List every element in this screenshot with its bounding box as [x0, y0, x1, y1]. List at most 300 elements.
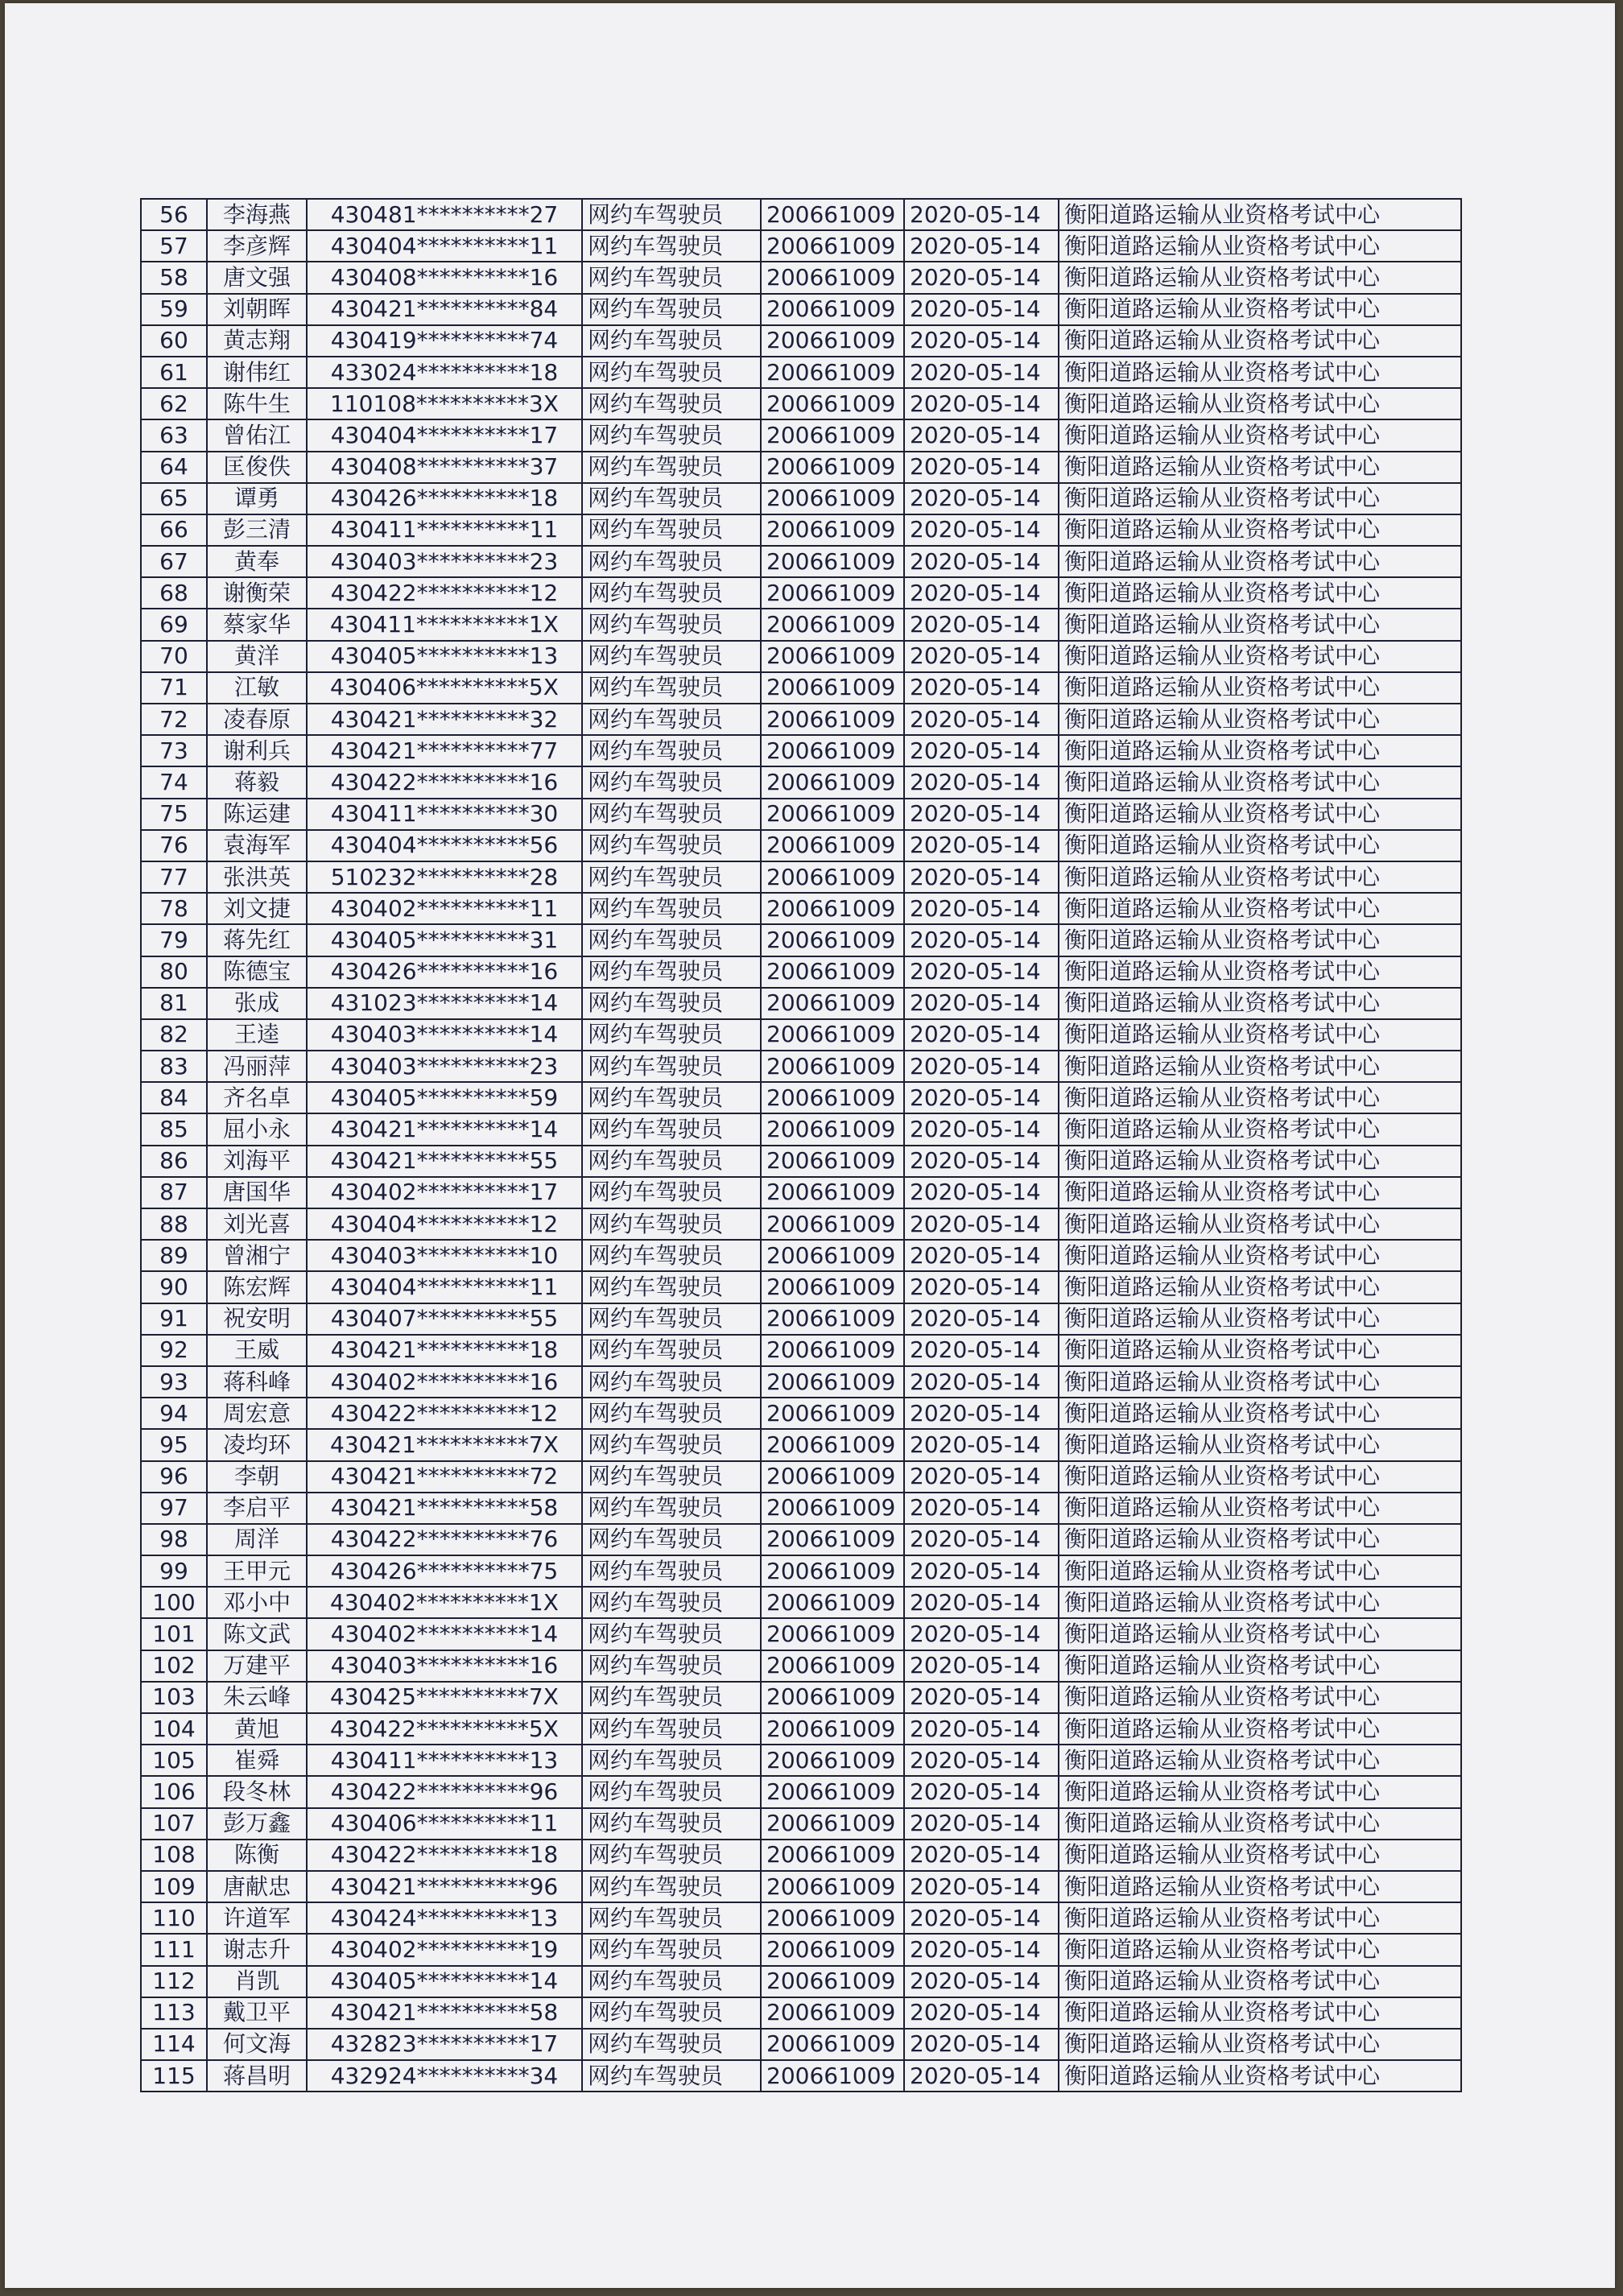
- issuing-organization-cell: 衡阳道路运输从业资格考试中心: [1059, 1650, 1461, 1682]
- row-number-cell: 67: [141, 546, 207, 577]
- id-number-cell: 430421**********77: [307, 735, 582, 766]
- table-row: [141, 294, 1461, 325]
- issuing-organization-cell: 衡阳道路运输从业资格考试中心: [1059, 2029, 1461, 2060]
- id-number-cell: 432823**********17: [307, 2029, 582, 2060]
- table-row: [141, 1271, 1461, 1303]
- table-row: [141, 1776, 1461, 1807]
- certificate-code-cell: 200661009: [761, 1493, 904, 1524]
- job-type-cell: 网约车驾驶员: [582, 483, 761, 514]
- issuing-organization-cell: 衡阳道路运输从业资格考试中心: [1059, 1808, 1461, 1840]
- row-number-cell: 113: [141, 1997, 207, 2029]
- certificate-code-cell: 200661009: [761, 514, 904, 546]
- row-number-cell: 89: [141, 1240, 207, 1271]
- certificate-code-cell: 200661009: [761, 1902, 904, 1934]
- table-row: [141, 704, 1461, 735]
- issuing-organization-cell: 衡阳道路运输从业资格考试中心: [1059, 294, 1461, 325]
- issue-date-cell: 2020-05-14: [904, 1840, 1059, 1871]
- certificate-code-cell: 200661009: [761, 799, 904, 830]
- row-number-cell: 83: [141, 1051, 207, 1082]
- job-type-cell: 网约车驾驶员: [582, 1208, 761, 1240]
- job-type-cell: 网约车驾驶员: [582, 388, 761, 419]
- issuing-organization-cell: 衡阳道路运输从业资格考试中心: [1059, 2060, 1461, 2092]
- row-number-cell: 78: [141, 893, 207, 924]
- table-row: [141, 1240, 1461, 1271]
- issue-date-cell: 2020-05-14: [904, 546, 1059, 577]
- issue-date-cell: 2020-05-14: [904, 641, 1059, 672]
- table-row: [141, 357, 1461, 388]
- job-type-cell: 网约车驾驶员: [582, 577, 761, 609]
- job-type-cell: 网约车驾驶员: [582, 325, 761, 357]
- job-type-cell: 网约车驾驶员: [582, 1271, 761, 1303]
- issuing-organization-cell: 衡阳道路运输从业资格考试中心: [1059, 1177, 1461, 1208]
- person-name-cell: 黄洋: [207, 641, 307, 672]
- issuing-organization-cell: 衡阳道路运输从业资格考试中心: [1059, 1997, 1461, 2029]
- table-row: [141, 1524, 1461, 1555]
- table-row: [141, 1493, 1461, 1524]
- id-number-cell: 430422**********5X: [307, 1713, 582, 1745]
- certificate-code-cell: 200661009: [761, 1808, 904, 1840]
- issuing-organization-cell: 衡阳道路运输从业资格考试中心: [1059, 262, 1461, 293]
- issue-date-cell: 2020-05-14: [904, 388, 1059, 419]
- certificate-code-cell: 200661009: [761, 1335, 904, 1366]
- job-type-cell: 网约车驾驶员: [582, 830, 761, 861]
- person-name-cell: 戴卫平: [207, 1997, 307, 2029]
- job-type-cell: 网约车驾驶员: [582, 1997, 761, 2029]
- issue-date-cell: 2020-05-14: [904, 956, 1059, 988]
- issuing-organization-cell: 衡阳道路运输从业资格考试中心: [1059, 1051, 1461, 1082]
- row-number-cell: 69: [141, 609, 207, 640]
- issue-date-cell: 2020-05-14: [904, 1902, 1059, 1934]
- issuing-organization-cell: 衡阳道路运输从业资格考试中心: [1059, 514, 1461, 546]
- issue-date-cell: 2020-05-14: [904, 1682, 1059, 1713]
- id-number-cell: 430404**********56: [307, 830, 582, 861]
- issuing-organization-cell: 衡阳道路运输从业资格考试中心: [1059, 1587, 1461, 1618]
- job-type-cell: 网约车驾驶员: [582, 199, 761, 230]
- issuing-organization-cell: 衡阳道路运输从业资格考试中心: [1059, 419, 1461, 451]
- table-row: [141, 1713, 1461, 1745]
- table-row: [141, 514, 1461, 546]
- id-number-cell: 430422**********12: [307, 577, 582, 609]
- row-number-cell: 62: [141, 388, 207, 419]
- row-number-cell: 97: [141, 1493, 207, 1524]
- issue-date-cell: 2020-05-14: [904, 1524, 1059, 1555]
- issuing-organization-cell: 衡阳道路运输从业资格考试中心: [1059, 1335, 1461, 1366]
- issue-date-cell: 2020-05-14: [904, 1177, 1059, 1208]
- issue-date-cell: 2020-05-14: [904, 1461, 1059, 1493]
- job-type-cell: 网约车驾驶员: [582, 1177, 761, 1208]
- certificate-code-cell: 200661009: [761, 1240, 904, 1271]
- issuing-organization-cell: 衡阳道路运输从业资格考试中心: [1059, 830, 1461, 861]
- issuing-organization-cell: 衡阳道路运输从业资格考试中心: [1059, 483, 1461, 514]
- issue-date-cell: 2020-05-14: [904, 1113, 1059, 1145]
- certificate-code-cell: 200661009: [761, 1997, 904, 2029]
- person-name-cell: 陈文武: [207, 1618, 307, 1650]
- certificate-code-cell: 200661009: [761, 1713, 904, 1745]
- table-row: [141, 1587, 1461, 1618]
- id-number-cell: 430407**********55: [307, 1303, 582, 1335]
- person-name-cell: 袁海军: [207, 830, 307, 861]
- id-number-cell: 430421**********96: [307, 1871, 582, 1902]
- certificate-code-cell: 200661009: [761, 1934, 904, 1965]
- person-name-cell: 蒋科峰: [207, 1366, 307, 1398]
- person-name-cell: 陈牛生: [207, 388, 307, 419]
- row-number-cell: 94: [141, 1398, 207, 1429]
- person-name-cell: 谭勇: [207, 483, 307, 514]
- job-type-cell: 网约车驾驶员: [582, 861, 761, 893]
- table-row: [141, 230, 1461, 262]
- issuing-organization-cell: 衡阳道路运输从业资格考试中心: [1059, 1303, 1461, 1335]
- table-row: [141, 924, 1461, 956]
- row-number-cell: 81: [141, 988, 207, 1019]
- table-row: [141, 325, 1461, 357]
- job-type-cell: 网约车驾驶员: [582, 609, 761, 640]
- issuing-organization-cell: 衡阳道路运输从业资格考试中心: [1059, 325, 1461, 357]
- row-number-cell: 82: [141, 1019, 207, 1051]
- row-number-cell: 60: [141, 325, 207, 357]
- id-number-cell: 432924**********34: [307, 2060, 582, 2092]
- id-number-cell: 431023**********14: [307, 988, 582, 1019]
- table-row: [141, 1902, 1461, 1934]
- id-number-cell: 433024**********18: [307, 357, 582, 388]
- issuing-organization-cell: 衡阳道路运输从业资格考试中心: [1059, 1524, 1461, 1555]
- issue-date-cell: 2020-05-14: [904, 1713, 1059, 1745]
- person-name-cell: 李彦辉: [207, 230, 307, 262]
- job-type-cell: 网约车驾驶员: [582, 419, 761, 451]
- person-name-cell: 何文海: [207, 2029, 307, 2060]
- person-name-cell: 陈衡: [207, 1840, 307, 1871]
- job-type-cell: 网约车驾驶员: [582, 357, 761, 388]
- issuing-organization-cell: 衡阳道路运输从业资格考试中心: [1059, 1555, 1461, 1587]
- row-number-cell: 76: [141, 830, 207, 861]
- issuing-organization-cell: 衡阳道路运输从业资格考试中心: [1059, 1208, 1461, 1240]
- table-row: [141, 388, 1461, 419]
- certificate-code-cell: 200661009: [761, 419, 904, 451]
- issuing-organization-cell: 衡阳道路运输从业资格考试中心: [1059, 1713, 1461, 1745]
- id-number-cell: 430402**********1X: [307, 1587, 582, 1618]
- certificate-code-cell: 200661009: [761, 1776, 904, 1807]
- row-number-cell: 84: [141, 1082, 207, 1113]
- table-row: [141, 546, 1461, 577]
- id-number-cell: 510232**********28: [307, 861, 582, 893]
- person-name-cell: 谢伟红: [207, 357, 307, 388]
- certificate-code-cell: 200661009: [761, 1871, 904, 1902]
- row-number-cell: 105: [141, 1745, 207, 1776]
- issue-date-cell: 2020-05-14: [904, 704, 1059, 735]
- issue-date-cell: 2020-05-14: [904, 1934, 1059, 1965]
- issuing-organization-cell: 衡阳道路运输从业资格考试中心: [1059, 1113, 1461, 1145]
- certificate-code-cell: 200661009: [761, 956, 904, 988]
- id-number-cell: 430404**********17: [307, 419, 582, 451]
- row-number-cell: 63: [141, 419, 207, 451]
- row-number-cell: 88: [141, 1208, 207, 1240]
- id-number-cell: 430402**********11: [307, 893, 582, 924]
- job-type-cell: 网约车驾驶员: [582, 1146, 761, 1177]
- certificate-code-cell: 200661009: [761, 1177, 904, 1208]
- job-type-cell: 网约车驾驶员: [582, 1745, 761, 1776]
- row-number-cell: 99: [141, 1555, 207, 1587]
- job-type-cell: 网约车驾驶员: [582, 1493, 761, 1524]
- table-body: [141, 199, 1461, 2092]
- certificate-code-cell: 200661009: [761, 1082, 904, 1113]
- issuing-organization-cell: 衡阳道路运输从业资格考试中心: [1059, 230, 1461, 262]
- table-row: [141, 1429, 1461, 1460]
- issue-date-cell: 2020-05-14: [904, 1271, 1059, 1303]
- certificate-code-cell: 200661009: [761, 641, 904, 672]
- issue-date-cell: 2020-05-14: [904, 1208, 1059, 1240]
- job-type-cell: 网约车驾驶员: [582, 1051, 761, 1082]
- issuing-organization-cell: 衡阳道路运输从业资格考试中心: [1059, 1493, 1461, 1524]
- certificate-code-cell: 200661009: [761, 262, 904, 293]
- issuing-organization-cell: 衡阳道路运输从业资格考试中心: [1059, 861, 1461, 893]
- certificate-code-cell: 200661009: [761, 2060, 904, 2092]
- issuing-organization-cell: 衡阳道路运输从业资格考试中心: [1059, 388, 1461, 419]
- job-type-cell: 网约车驾驶员: [582, 672, 761, 704]
- issue-date-cell: 2020-05-14: [904, 1745, 1059, 1776]
- person-name-cell: 周宏意: [207, 1398, 307, 1429]
- job-type-cell: 网约车驾驶员: [582, 1808, 761, 1840]
- issue-date-cell: 2020-05-14: [904, 577, 1059, 609]
- id-number-cell: 430426**********75: [307, 1555, 582, 1587]
- person-name-cell: 陈运建: [207, 799, 307, 830]
- issuing-organization-cell: 衡阳道路运输从业资格考试中心: [1059, 1398, 1461, 1429]
- certificate-code-cell: 200661009: [761, 294, 904, 325]
- certificate-code-cell: 200661009: [761, 325, 904, 357]
- issue-date-cell: 2020-05-14: [904, 1335, 1059, 1366]
- issuing-organization-cell: 衡阳道路运输从业资格考试中心: [1059, 641, 1461, 672]
- row-number-cell: 57: [141, 230, 207, 262]
- job-type-cell: 网约车驾驶员: [582, 766, 761, 798]
- id-number-cell: 430421**********72: [307, 1461, 582, 1493]
- certificate-code-cell: 200661009: [761, 609, 904, 640]
- issuing-organization-cell: 衡阳道路运输从业资格考试中心: [1059, 1618, 1461, 1650]
- job-type-cell: 网约车驾驶员: [582, 1019, 761, 1051]
- issue-date-cell: 2020-05-14: [904, 861, 1059, 893]
- job-type-cell: 网约车驾驶员: [582, 1524, 761, 1555]
- id-number-cell: 430405**********14: [307, 1966, 582, 1997]
- issue-date-cell: 2020-05-14: [904, 609, 1059, 640]
- person-name-cell: 肖凯: [207, 1966, 307, 1997]
- job-type-cell: 网约车驾驶员: [582, 1840, 761, 1871]
- issuing-organization-cell: 衡阳道路运输从业资格考试中心: [1059, 1682, 1461, 1713]
- person-name-cell: 李朝: [207, 1461, 307, 1493]
- table-row: [141, 861, 1461, 893]
- person-name-cell: 唐国华: [207, 1177, 307, 1208]
- person-name-cell: 王逵: [207, 1019, 307, 1051]
- certificate-code-cell: 200661009: [761, 1146, 904, 1177]
- certificate-code-cell: 200661009: [761, 1461, 904, 1493]
- table-row: [141, 1146, 1461, 1177]
- person-name-cell: 王威: [207, 1335, 307, 1366]
- certificate-code-cell: 200661009: [761, 388, 904, 419]
- id-number-cell: 430408**********37: [307, 452, 582, 483]
- id-number-cell: 430406**********11: [307, 1808, 582, 1840]
- table-row: [141, 893, 1461, 924]
- person-name-cell: 彭万鑫: [207, 1808, 307, 1840]
- issue-date-cell: 2020-05-14: [904, 2060, 1059, 2092]
- person-name-cell: 蒋昌明: [207, 2060, 307, 2092]
- issue-date-cell: 2020-05-14: [904, 1051, 1059, 1082]
- certificate-code-cell: 200661009: [761, 1366, 904, 1398]
- id-number-cell: 430406**********5X: [307, 672, 582, 704]
- table-row: [141, 2060, 1461, 2092]
- id-number-cell: 430411**********30: [307, 799, 582, 830]
- issue-date-cell: 2020-05-14: [904, 988, 1059, 1019]
- job-type-cell: 网约车驾驶员: [582, 1429, 761, 1460]
- table-row: [141, 419, 1461, 451]
- row-number-cell: 74: [141, 766, 207, 798]
- person-name-cell: 刘文捷: [207, 893, 307, 924]
- job-type-cell: 网约车驾驶员: [582, 893, 761, 924]
- person-name-cell: 万建平: [207, 1650, 307, 1682]
- table-row: [141, 452, 1461, 483]
- certificate-code-cell: 200661009: [761, 830, 904, 861]
- person-name-cell: 江敏: [207, 672, 307, 704]
- job-type-cell: 网约车驾驶员: [582, 1113, 761, 1145]
- id-number-cell: 430405**********31: [307, 924, 582, 956]
- id-number-cell: 430404**********12: [307, 1208, 582, 1240]
- job-type-cell: 网约车驾驶员: [582, 924, 761, 956]
- job-type-cell: 网约车驾驶员: [582, 1934, 761, 1965]
- id-number-cell: 430404**********11: [307, 1271, 582, 1303]
- person-name-cell: 朱云峰: [207, 1682, 307, 1713]
- job-type-cell: 网约车驾驶员: [582, 1461, 761, 1493]
- id-number-cell: 430405**********59: [307, 1082, 582, 1113]
- table-row: [141, 1303, 1461, 1335]
- issuing-organization-cell: 衡阳道路运输从业资格考试中心: [1059, 357, 1461, 388]
- person-name-cell: 黄旭: [207, 1713, 307, 1745]
- certificate-code-cell: 200661009: [761, 893, 904, 924]
- certificate-code-cell: 200661009: [761, 577, 904, 609]
- certificate-code-cell: 200661009: [761, 766, 904, 798]
- row-number-cell: 98: [141, 1524, 207, 1555]
- issue-date-cell: 2020-05-14: [904, 357, 1059, 388]
- id-number-cell: 430419**********74: [307, 325, 582, 357]
- id-number-cell: 110108**********3X: [307, 388, 582, 419]
- job-type-cell: 网约车驾驶员: [582, 1082, 761, 1113]
- certificate-code-cell: 200661009: [761, 1303, 904, 1335]
- person-name-cell: 刘光喜: [207, 1208, 307, 1240]
- job-type-cell: 网约车驾驶员: [582, 735, 761, 766]
- issuing-organization-cell: 衡阳道路运输从业资格考试中心: [1059, 1366, 1461, 1398]
- issuing-organization-cell: 衡阳道路运输从业资格考试中心: [1059, 956, 1461, 988]
- id-number-cell: 430426**********18: [307, 483, 582, 514]
- issuing-organization-cell: 衡阳道路运输从业资格考试中心: [1059, 1902, 1461, 1934]
- job-type-cell: 网约车驾驶员: [582, 1713, 761, 1745]
- row-number-cell: 91: [141, 1303, 207, 1335]
- id-number-cell: 430403**********16: [307, 1650, 582, 1682]
- row-number-cell: 111: [141, 1934, 207, 1965]
- person-name-cell: 曾湘宁: [207, 1240, 307, 1271]
- job-type-cell: 网约车驾驶员: [582, 1587, 761, 1618]
- table-row: [141, 1019, 1461, 1051]
- issuing-organization-cell: 衡阳道路运输从业资格考试中心: [1059, 1840, 1461, 1871]
- table-row: [141, 1650, 1461, 1682]
- issue-date-cell: 2020-05-14: [904, 1240, 1059, 1271]
- issuing-organization-cell: 衡阳道路运输从业资格考试中心: [1059, 577, 1461, 609]
- job-type-cell: 网约车驾驶员: [582, 262, 761, 293]
- issue-date-cell: 2020-05-14: [904, 766, 1059, 798]
- certificate-code-cell: 200661009: [761, 357, 904, 388]
- person-name-cell: 彭三清: [207, 514, 307, 546]
- issuing-organization-cell: 衡阳道路运输从业资格考试中心: [1059, 1146, 1461, 1177]
- row-number-cell: 106: [141, 1776, 207, 1807]
- table-row: [141, 830, 1461, 861]
- issue-date-cell: 2020-05-14: [904, 1555, 1059, 1587]
- job-type-cell: 网约车驾驶员: [582, 988, 761, 1019]
- issuing-organization-cell: 衡阳道路运输从业资格考试中心: [1059, 1776, 1461, 1807]
- certificate-code-cell: 200661009: [761, 1113, 904, 1145]
- issuing-organization-cell: 衡阳道路运输从业资格考试中心: [1059, 704, 1461, 735]
- job-type-cell: 网约车驾驶员: [582, 1335, 761, 1366]
- issuing-organization-cell: 衡阳道路运输从业资格考试中心: [1059, 1271, 1461, 1303]
- row-number-cell: 93: [141, 1366, 207, 1398]
- id-number-cell: 430402**********14: [307, 1618, 582, 1650]
- person-name-cell: 陈宏辉: [207, 1271, 307, 1303]
- row-number-cell: 95: [141, 1429, 207, 1460]
- job-type-cell: 网约车驾驶员: [582, 1776, 761, 1807]
- row-number-cell: 112: [141, 1966, 207, 1997]
- table-row: [141, 1682, 1461, 1713]
- certificate-code-cell: 200661009: [761, 1019, 904, 1051]
- person-name-cell: 刘海平: [207, 1146, 307, 1177]
- table-row: [141, 1398, 1461, 1429]
- certificate-code-cell: 200661009: [761, 199, 904, 230]
- job-type-cell: 网约车驾驶员: [582, 1682, 761, 1713]
- certificate-code-cell: 200661009: [761, 452, 904, 483]
- job-type-cell: 网约车驾驶员: [582, 2060, 761, 2092]
- id-number-cell: 430402**********19: [307, 1934, 582, 1965]
- roster-table: [140, 198, 1462, 2092]
- certificate-code-cell: 200661009: [761, 735, 904, 766]
- row-number-cell: 71: [141, 672, 207, 704]
- row-number-cell: 114: [141, 2029, 207, 2060]
- job-type-cell: 网约车驾驶员: [582, 1303, 761, 1335]
- job-type-cell: 网约车驾驶员: [582, 1366, 761, 1398]
- table-row: [141, 1871, 1461, 1902]
- job-type-cell: 网约车驾驶员: [582, 1555, 761, 1587]
- issue-date-cell: 2020-05-14: [904, 2029, 1059, 2060]
- issue-date-cell: 2020-05-14: [904, 1146, 1059, 1177]
- row-number-cell: 56: [141, 199, 207, 230]
- issuing-organization-cell: 衡阳道路运输从业资格考试中心: [1059, 1461, 1461, 1493]
- person-name-cell: 冯丽萍: [207, 1051, 307, 1082]
- issue-date-cell: 2020-05-14: [904, 1808, 1059, 1840]
- issuing-organization-cell: 衡阳道路运输从业资格考试中心: [1059, 893, 1461, 924]
- job-type-cell: 网约车驾驶员: [582, 641, 761, 672]
- certificate-code-cell: 200661009: [761, 924, 904, 956]
- id-number-cell: 430422**********16: [307, 766, 582, 798]
- job-type-cell: 网约车驾驶员: [582, 1618, 761, 1650]
- row-number-cell: 103: [141, 1682, 207, 1713]
- issue-date-cell: 2020-05-14: [904, 483, 1059, 514]
- id-number-cell: 430411**********1X: [307, 609, 582, 640]
- id-number-cell: 430421**********18: [307, 1335, 582, 1366]
- issuing-organization-cell: 衡阳道路运输从业资格考试中心: [1059, 1966, 1461, 1997]
- person-name-cell: 谢利兵: [207, 735, 307, 766]
- certificate-code-cell: 200661009: [761, 861, 904, 893]
- job-type-cell: 网约车驾驶员: [582, 1902, 761, 1934]
- id-number-cell: 430422**********18: [307, 1840, 582, 1871]
- id-number-cell: 430426**********16: [307, 956, 582, 988]
- certificate-code-cell: 200661009: [761, 1524, 904, 1555]
- table-row: [141, 1208, 1461, 1240]
- row-number-cell: 77: [141, 861, 207, 893]
- table-row: [141, 199, 1461, 230]
- issuing-organization-cell: 衡阳道路运输从业资格考试中心: [1059, 609, 1461, 640]
- issue-date-cell: 2020-05-14: [904, 799, 1059, 830]
- id-number-cell: 430425**********7X: [307, 1682, 582, 1713]
- id-number-cell: 430421**********58: [307, 1493, 582, 1524]
